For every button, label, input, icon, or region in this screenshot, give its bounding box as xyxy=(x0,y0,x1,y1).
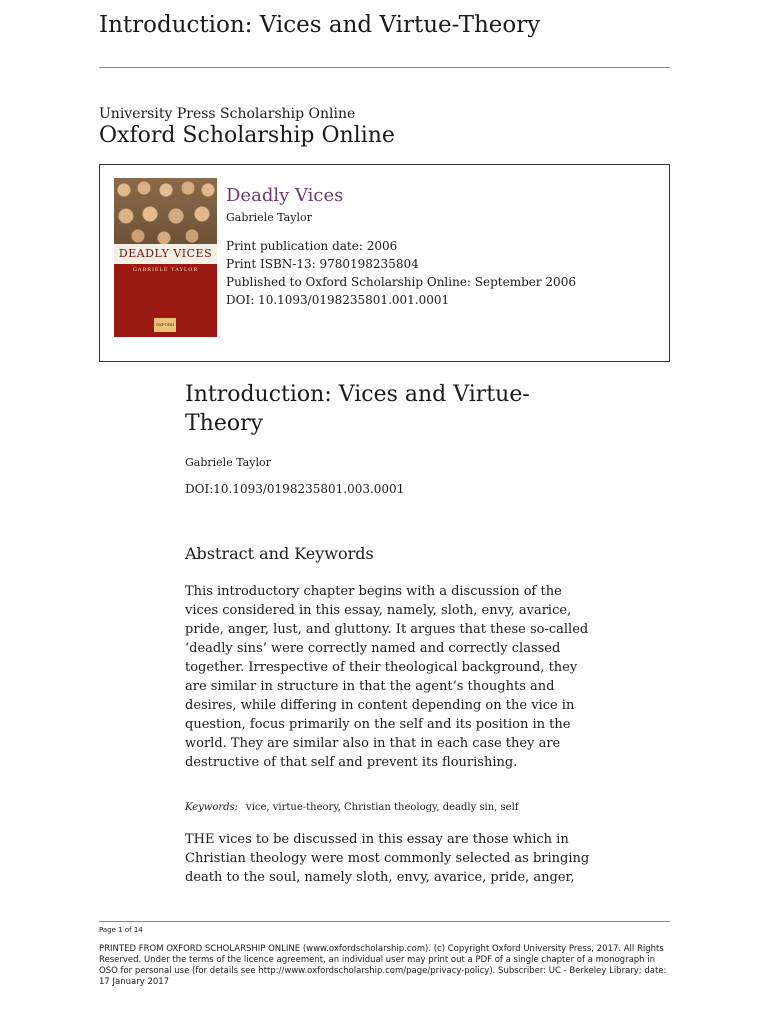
print-publication-date: Print publication date: 2006 xyxy=(226,239,398,253)
press-line: University Press Scholarship Online xyxy=(99,106,356,122)
print-isbn: Print ISBN-13: 9780198235804 xyxy=(226,257,419,271)
book-info-box xyxy=(99,164,670,362)
cover-title: DEADLY VICES xyxy=(114,244,217,264)
published-online-date: Published to Oxford Scholarship Online: September 2006 xyxy=(226,275,576,289)
chapter-doi: DOI:10.1093/0198235801.003.0001 xyxy=(185,482,405,496)
body-text: THE vices to be discussed in this essay are those which in Christian theology were most commonly selected as bringing death to the soul, namely sloth, envy, avarice, pride, anger, xyxy=(185,832,590,885)
book-title[interactable]: Deadly Vices xyxy=(226,185,344,206)
keywords xyxy=(185,802,519,813)
copyright-notice: PRINTED FROM OXFORD SCHOLARSHIP ONLINE (www.oxfordscholarship.com). (c) Copyright Oxford University Press, 2017. All Rights Reserved. Under the terms of the licence agreement, an individual user may print out a PDF of a single chapter of a monograph in OSO for personal use (for details see http://www.oxfordscholarship.com/page/privacy-policy). Subscriber: UC - Berkeley Library; date: 17 January 2017 xyxy=(99,944,667,987)
chapter-title-line: Theory xyxy=(185,411,264,436)
chapter-title-line: Introduction: Vices and Virtue- xyxy=(185,382,530,407)
cover-publisher-logo: OXFORD xyxy=(154,318,176,332)
book-author: Gabriele Taylor xyxy=(226,211,312,224)
cover-illustration xyxy=(114,178,217,244)
abstract-heading: Abstract and Keywords xyxy=(185,544,374,563)
site-name: Oxford Scholarship Online xyxy=(99,123,395,148)
keywords-list: vice, virtue-theory, Christian theology, deadly sin, self xyxy=(246,802,519,813)
cover-author: GABRIELE TAYLOR xyxy=(132,267,199,273)
header-divider xyxy=(99,67,670,68)
keywords-label: Keywords: xyxy=(185,802,239,813)
chapter-title xyxy=(185,380,545,438)
book-cover xyxy=(114,178,217,337)
page-number: Page 1 of 14 xyxy=(99,926,143,934)
footer-divider xyxy=(99,921,670,922)
page-title: Introduction: Vices and Virtue-Theory xyxy=(99,12,541,38)
book-doi: DOI: 10.1093/0198235801.001.0001 xyxy=(226,293,450,307)
abstract-text: This introductory chapter begins with a discussion of the vices considered in this essay, namely, sloth, envy, avarice, pride, anger, lust, and gluttony. It argues that these so-called ‘deadly sins’ were correctly named and correctly classed together. Irrespective of their theological background, they are similar in structure in that the agent’s thoughts and desires, while differing in content depending on the vice in question, focus primarily on the self and its position in the world. They are similar also in that in each case they are destructive of that self and prevent its flourishing. xyxy=(185,584,589,770)
chapter-author: Gabriele Taylor xyxy=(185,456,271,469)
